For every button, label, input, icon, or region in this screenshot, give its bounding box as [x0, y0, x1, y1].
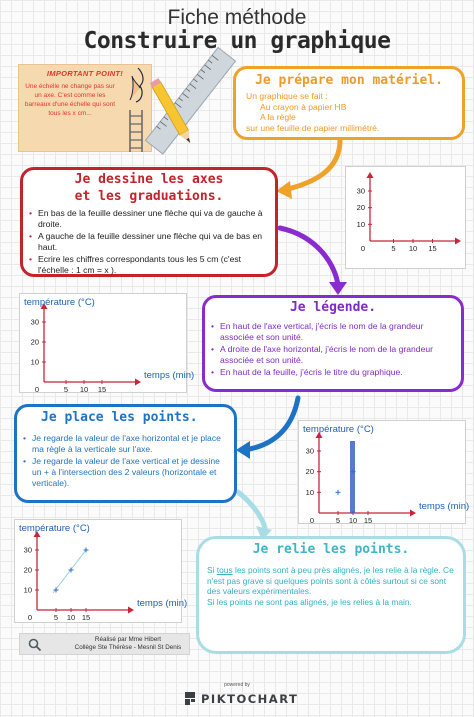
materiel-heading: Je prépare mon matériel.	[255, 73, 443, 88]
points-card	[14, 404, 237, 503]
x-tick-label: 15	[97, 385, 107, 394]
x-tick-label: 0	[360, 244, 366, 253]
credit-text	[66, 636, 190, 652]
y-tick-label: 30	[305, 446, 314, 456]
relie-paragraph-1: Si tous les points sont à peu près alignés, je les relie à la règle. Ce n'est pas grave si quelques points sont à côtés surtout si ce sont des valeurs expérimentales.	[207, 565, 454, 596]
points-heading: Je place les points.	[41, 410, 198, 425]
y-tick-label: 30	[356, 186, 365, 196]
x-tick-label: 5	[53, 613, 59, 622]
arrow-purple	[280, 228, 338, 286]
y-axis-arrowhead	[367, 172, 374, 178]
x-tick-label: 5	[391, 244, 396, 253]
page-title-line1: Fiche méthode	[167, 6, 307, 29]
axes-heading-line2: et les graduations.	[74, 189, 224, 204]
credit-banner	[19, 633, 190, 655]
ruler-overlay	[350, 441, 355, 513]
axes-heading-line1: Je dessine les axes	[74, 172, 224, 187]
legende-bullet: • A droite de l'axe horizontal, j'écris le nom de la grandeur associée et son unité.	[211, 344, 455, 366]
x-tick-label: 10	[348, 516, 358, 525]
chart-line	[14, 519, 188, 623]
axes-bullet: • Ecrire les chiffres correspondants tous les 5 cm (c'est l'échelle : 1 cm = x ).	[29, 254, 269, 276]
legende-card	[202, 295, 464, 392]
x-axis-arrowhead	[410, 510, 416, 517]
y-axis-label: température (°C)	[24, 297, 95, 308]
x-tick-label: 0	[309, 516, 315, 525]
x-axis-arrowhead	[135, 379, 141, 386]
y-tick-label: 30	[30, 317, 39, 327]
x-axis-arrowhead	[128, 607, 134, 614]
x-tick-label: 15	[428, 244, 437, 253]
points-bullet: • Je regarde la valeur de l'axe horizontal et je place ma règle à la verticale sur l'axe.	[23, 433, 228, 455]
y-tick-label: 20	[305, 467, 314, 477]
x-tick-label: 10	[408, 244, 418, 253]
legende-heading: Je légende.	[289, 300, 377, 315]
piktochart-brand[interactable]	[180, 690, 300, 706]
x-axis-label: temps (min)	[137, 598, 188, 609]
y-tick-label: 10	[23, 585, 32, 595]
x-tick-label: 10	[66, 613, 76, 622]
x-tick-label: 10	[79, 385, 89, 394]
axes-bullet: • A gauche de la feuille dessiner une flèche qui va de bas en haut.	[29, 231, 269, 253]
y-tick-label: 10	[305, 487, 314, 497]
important-note-text: Une échelle ne change pas sur un axe. C'est comme les barreaux d'une échelle qui sont tous les x cm...	[24, 83, 116, 117]
arrow-purple-head	[329, 282, 347, 295]
materiel-line: sur une feuille de papier millimétré.	[246, 122, 380, 133]
chart-points-svg	[299, 421, 470, 525]
legende-bullet: • En haut de l'axe vertical, j'écris le nom de la grandeur associée et son unité.	[211, 321, 455, 343]
trend-line	[53, 550, 86, 593]
x-axis-label: temps (min)	[419, 501, 470, 512]
y-tick-label: 20	[356, 203, 365, 213]
powered-by: powered by	[224, 682, 250, 688]
credit-line1: Réalisé par Mme Hibert	[94, 636, 162, 643]
x-tick-label: 0	[27, 613, 33, 622]
piktochart-brand-text: PIKTOCHART	[201, 692, 299, 706]
relie-card	[196, 536, 466, 654]
relie-paragraph-2: Si les points ne sont pas alignés, je les relies à la main.	[207, 596, 412, 607]
y-tick-label: 30	[23, 545, 32, 555]
arrow-orange	[284, 140, 340, 190]
chart-points	[298, 420, 470, 525]
points-bullet: • Je regarde la valeur de l'axe vertical et je dessine un + à l'intersection des 2 valeurs (horizontale et verticale).	[23, 456, 228, 489]
arrow-blue	[244, 398, 298, 450]
arrow-cyan	[238, 492, 265, 532]
y-tick-label: 10	[30, 357, 39, 367]
x-tick-label: 5	[63, 385, 69, 394]
x-axis-arrowhead	[455, 238, 461, 245]
page-title-line2: Construire un graphique	[83, 28, 391, 54]
credit-line2: Collège Ste Thérèse - Mesnil St Denis	[74, 644, 182, 651]
y-axis-label: température (°C)	[19, 523, 90, 534]
materiel-line: Un graphique se fait :	[246, 91, 328, 101]
piktochart-logo-icon	[184, 691, 198, 706]
y-axis-label: température (°C)	[303, 424, 374, 435]
important-note-title: IMPORTANT POINT!	[46, 69, 124, 78]
x-axis-label: temps (min)	[144, 370, 195, 381]
y-tick-label: 10	[356, 219, 365, 229]
y-tick-label: 20	[23, 565, 32, 575]
x-tick-label: 15	[363, 516, 373, 525]
x-tick-label: 5	[335, 516, 341, 525]
materiel-line: Au crayon à papier HB	[260, 101, 347, 112]
x-tick-label: 15	[81, 613, 91, 622]
x-tick-label: 0	[34, 385, 40, 394]
y-tick-label: 20	[30, 337, 39, 347]
axes-bullet: • En bas de la feuille dessiner une flèche qui va de gauche à droite.	[29, 208, 269, 230]
axes-card	[20, 167, 278, 277]
chart-line-svg	[15, 520, 188, 624]
chart-axes-only-svg	[346, 167, 467, 270]
search-icon	[28, 638, 42, 652]
arrow-orange-head	[276, 181, 292, 199]
relie-heading: Je relie les points.	[252, 542, 410, 557]
chart-axes-only	[345, 166, 466, 269]
relie-text	[207, 565, 455, 607]
legende-bullet: • En haut de la feuille, j'écris le titre du graphique.	[211, 367, 455, 378]
chart-labeled	[19, 293, 195, 394]
arrow-blue-head	[236, 441, 250, 459]
materiel-line: A la règle	[260, 112, 296, 122]
chart-labeled-svg	[20, 294, 195, 394]
